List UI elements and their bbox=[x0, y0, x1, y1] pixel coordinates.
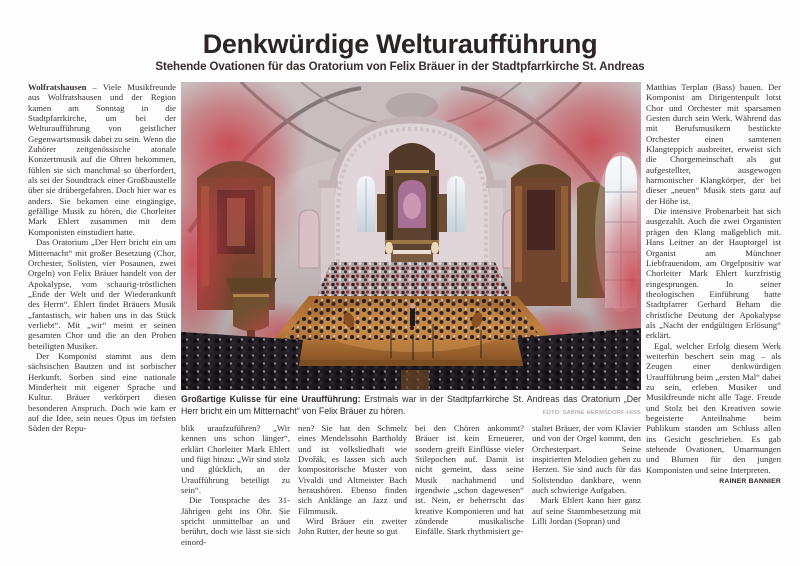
paragraph bbox=[28, 82, 176, 237]
paragraph-text: – Viele Musikfreunde aus Wolfratshausen und der Region kamen am Sonntag in die Stadtpfarrkirche, um bei der Welturaufführung von geistlicher Gegenwartsmusik dabei zu sein. Wenn die Zuhörer zeitgenössische atonale Konzertmusik auf die Ohren bekommen, fühlen sie sich manchmal so überfordert, als sei der Soundtrack einer Großbaustelle über sie drübergefahren. Doch hier war es anders. Sie bekamen eine eingängige, gefällige Musik zu hören, die Chorleiter Mark Ehlert zusammen mit dem Komponisten einstudiert hatte. bbox=[28, 82, 176, 237]
text-column-6 bbox=[646, 82, 781, 566]
text-column-5 bbox=[532, 423, 641, 555]
text-column-2 bbox=[181, 423, 290, 555]
church-interior-illustration bbox=[181, 82, 641, 390]
photo-caption bbox=[181, 394, 641, 417]
bottom-columns bbox=[181, 423, 641, 555]
text-column-1 bbox=[28, 82, 176, 566]
text-column-3 bbox=[298, 423, 407, 555]
paragraph: nen? Sie hat den Schmelz eines Mendelssohn Bartholdy und ist volksliedhaft wie Dvořák, es lassen sich auch kompositorische Muster von Vivaldi und Altmeister Bach heraushören. Ebenso finden sich Anklänge an Jazz und Filmmusik. bbox=[298, 423, 407, 516]
text-column-4 bbox=[415, 423, 524, 555]
paragraph: Der Komponist stammt aus dem sächsischen Bautzen und ist sorbischer Herkunft. Sorben sind eine nationale Minderheit mit eigener Sprache und Kultur. Bräuer verkörpert diesen besonderen Anspruch. Doch wie kam er auf die Idee, sein neues Opus im tiefsten Süden der Repu- bbox=[28, 350, 176, 434]
dateline: Wolfratshausen bbox=[28, 82, 87, 92]
paragraph bbox=[646, 340, 781, 486]
paragraph: Matthias Terplan (Bass) bauen. Der Komponist am Dirigentenpult lotst Chor und Orchester mit sparsamen Gesten durch sein Werk. Während das mit Berufsmusikern bestückte Orchester einen samtenen Klangteppich ausbreitet, erweist sich die Chorgemeinschaft als gut aufgestellter, ausgewogen harmonischer Klangkörper, der bei dieser „neuen“ Musik stets ganz auf der Höhe ist. bbox=[646, 82, 781, 206]
paragraph-text: Egal, welcher Erfolg diesem Werk weiterhin beschert sein mag – als Zeugen einer denkwürdigen Uraufführung beim „ersten Mal“ dabei zu sein, erleben Musiker und Musikfreunde nicht alle Tage. Freude und Stolz bei den Kreativen sowie begeisterte Anteilnahme beim Publikum standen am Schluss allen ins Gesicht geschrieben. Es gab stehende Ovationen, Umarmungen und Blumen für den jungen Komponisten und seine Interpreten. bbox=[646, 340, 781, 475]
paragraph: Mark Ehlert kann hier ganz auf seine Stammbesetzung mit Lilli Jordan (Sopran) und bbox=[532, 495, 641, 527]
paragraph: Wird Bräuer ein zweiter John Rutter, der heute so gut bbox=[298, 516, 407, 537]
article-body bbox=[28, 82, 784, 566]
headline: Denkwürdige Welturaufführung bbox=[202, 29, 598, 59]
paragraph: blik uraufzuführen? „Wir kennen uns schon länger“, erklärt Chorleiter Mark Ehlert und fügt hinzu: „Wir sind stolz und glücklich, an der Uraufführung beteiligt zu sein“. bbox=[181, 423, 290, 496]
paragraph: staltet Bräuer, der vom Klavier und von der Orgel kommt, den Orchesterpart. Seine inspirierten Melodien gehen zu Herzen. Sie sind auch für das Solistenduo dankbare, wenn auch schwierige Aufgaben. bbox=[532, 423, 641, 496]
paragraph: Die intensive Probenarbeit hat sich ausgezahlt. Auch die zwei Organisten prägen den Klang maßgeblich mit. Hans Leitner an der Hauptorgel ist Organist am Münchner Liebfrauendom, am Orgelpositiv war Chorleiter Mark Ehlert kurzfristig eingesprungen. In seiner theologischen Einführung hatte Stadtpfarrer Gerhard Beham die christliche Deutung der Apokalypse als „Nacht der endgültigen Erlösung“ erklärt. bbox=[646, 206, 781, 341]
author-byline: RAINER BANNIER bbox=[719, 478, 781, 486]
paragraph: Die Tonsprache des 31-Jährigen geht ins Ohr. Sie spricht unmittelbar an und berührt, doch wie lässt sie sich einord- bbox=[181, 495, 290, 547]
caption-lead: Großartige Kulisse für eine Uraufführung: bbox=[181, 394, 361, 404]
center-block bbox=[181, 82, 641, 566]
caption-text: Erstmals war in der Stadtpfarrkirche St. Andreas das Oratorium „Der Herr bricht ein um Mitternacht“ von Felix Bräuer zu hören. bbox=[181, 394, 641, 416]
subheadline: Stehende Ovationen für das Oratorium von Felix Bräuer in der Stadtpfarrkirche St. Andreas bbox=[155, 61, 645, 73]
paragraph: bei den Chören ankommt? Bräuer ist kein Erneuerer, sondern greift Einflüsse vieler Stilepochen auf. Damit ist nicht gemeint, dass seine Musik nachahmend und irgendwie „schon dagewesen“ ist. Nein, er beherrscht das kreative Komponieren und hat zündende musikalische Einfälle. Stark rhythmisiert ge- bbox=[415, 423, 524, 537]
church-concert-photo bbox=[181, 82, 641, 390]
choir bbox=[317, 262, 511, 296]
conductor bbox=[410, 303, 415, 326]
photo-credit: FOTO: SABINE HERMSDORF-HISS bbox=[542, 410, 641, 416]
paragraph: Das Oratorium „Der Herr bricht ein um Mitternacht“ mit großer Besetzung (Chor, Orchester, Solisten, vier Posaunen, zwei Orgeln) von Felix Bräuer handelt von der Apokalypse, vom schaurig-tröstlichen „Ende der Welt und der Wiederankunft des Herrn“. Ehlert findet Bräuers Musik „fantastisch, wir haben uns in das Stück verliebt“. Mit „wir“ meint er seinen gesamten Chor und die an den Proben beteiligten Musiker. bbox=[28, 237, 176, 351]
